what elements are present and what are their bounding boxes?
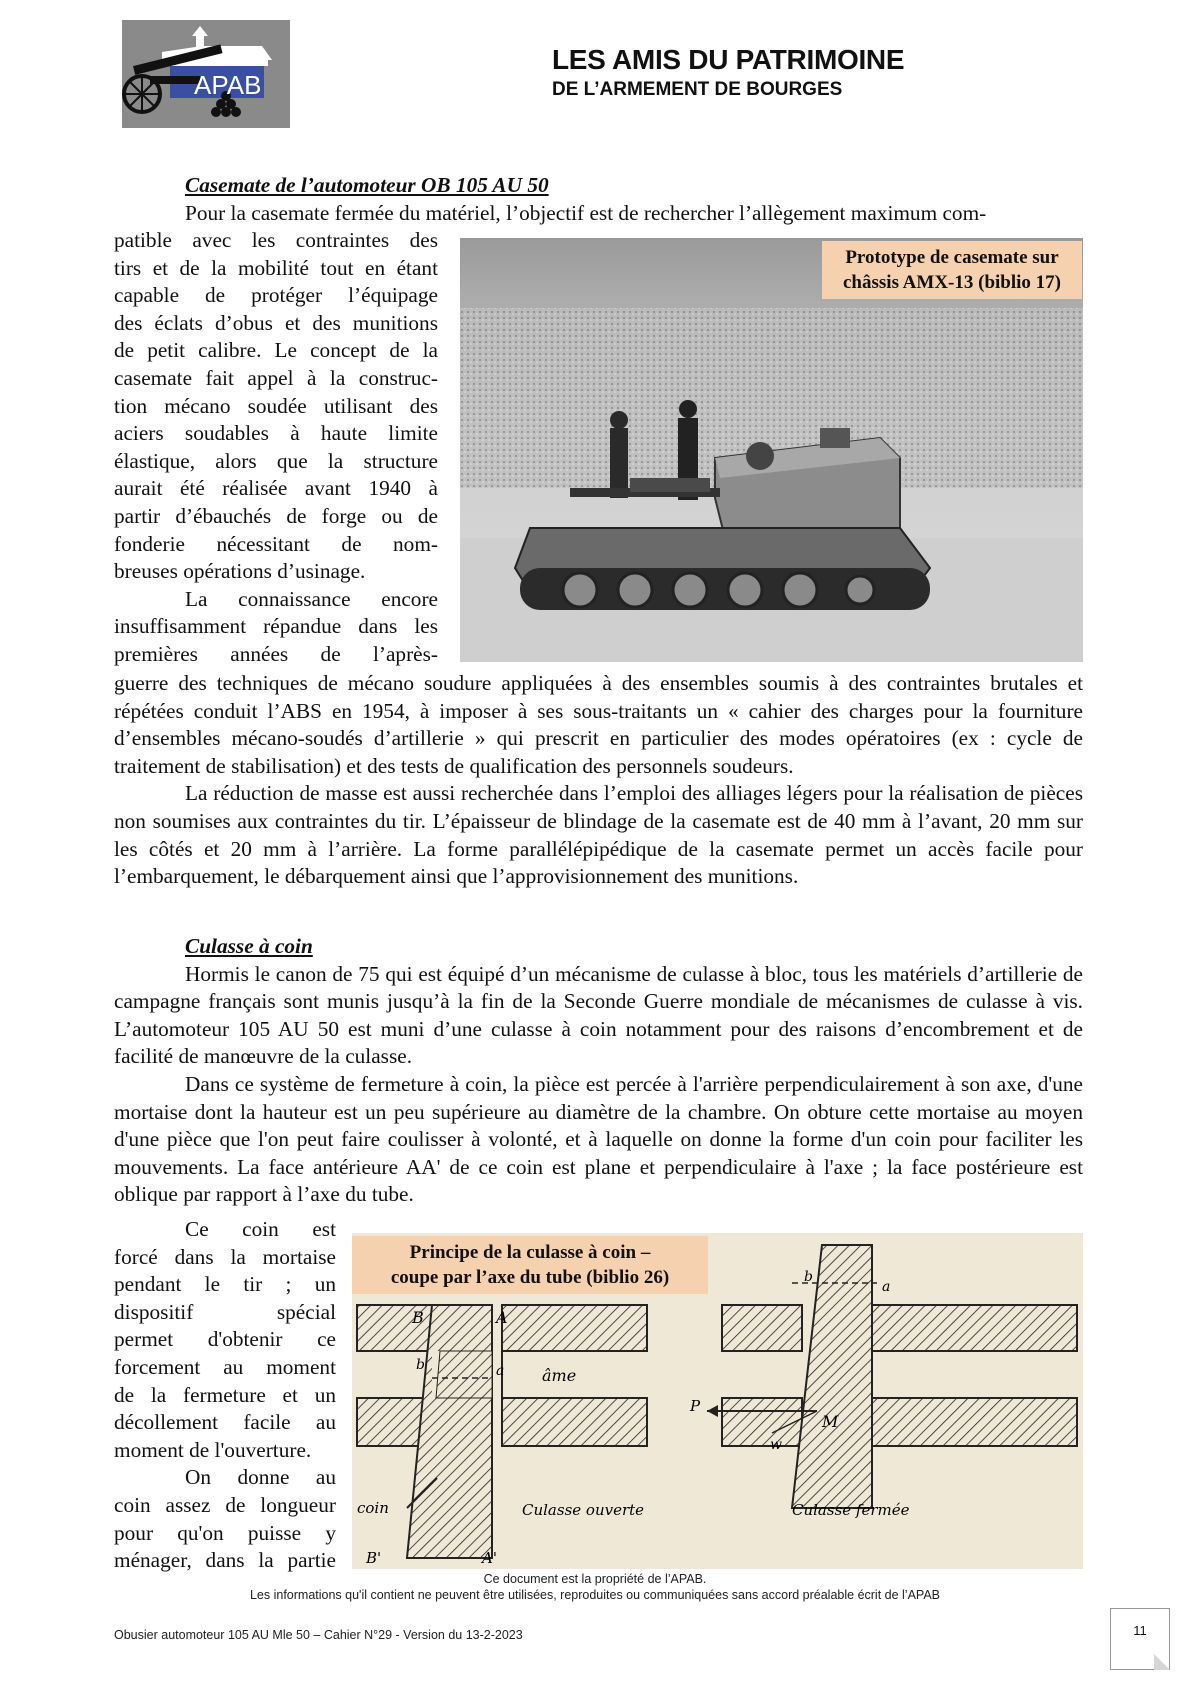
text-line: forcement au moment: [114, 1354, 336, 1379]
diagram-label: w: [770, 1437, 782, 1453]
diagram-label: a: [882, 1279, 891, 1295]
tank-photo: [460, 238, 1083, 662]
diagram-label: Culasse ouverte: [522, 1501, 645, 1519]
text-line: Ce coin est: [185, 1217, 336, 1241]
logo-text: APAB: [194, 70, 262, 100]
paragraph: Hormis le canon de 75 qui est équipé d’un mécanisme de culasse à bloc, tous les matériels d’artillerie de campagne français sont munis jusqu’à la fin de la Seconde Guerre mondiale de mécanismes de culasse à vis. L’automoteur 105 AU 50 est muni d’une culasse à coin notamment pour des raisons d’encombrement et de facilité de manœuvre de la culasse.: [114, 961, 1083, 1069]
text-line: aurait été réalisée avant 1940 à: [114, 476, 438, 501]
diagram-caption-line1: Principe de la culasse à coin –: [409, 1242, 651, 1263]
text-line: ménager, dans la partie: [114, 1548, 336, 1573]
page-number-box: [1110, 1608, 1170, 1670]
diagram-label: B': [366, 1549, 382, 1567]
text-line: de petit calibre. Le concept de la: [114, 338, 438, 363]
text-line: décollement facile au: [114, 1410, 336, 1435]
text-line: tion mécano soudée utilisant des: [114, 393, 438, 418]
text-line: fonderie nécessitant de nom-: [114, 531, 438, 556]
apab-logo: [122, 20, 290, 128]
text-line: casemate fait appel à la construc-: [114, 365, 438, 390]
document-reference: Obusier automoteur 105 AU Mle 50 – Cahier N°29 - Version du 13-2-2023: [114, 1628, 523, 1642]
text-line: capable de protéger l’équipage: [114, 283, 438, 308]
section1-heading: Casemate de l’automoteur OB 105 AU 50: [185, 173, 549, 197]
org-name-line2: DE L’ARMEMENT DE BOURGES: [552, 79, 843, 100]
text-line: dispositif spécial: [114, 1299, 336, 1324]
paragraph: Dans ce système de fermeture à coin, la pièce est percée à l'arrière perpendiculairement à son axe, d'une mortaise dont la hauteur est un peu supérieure au diamètre de la chambre. On obture cette mortaise au moyen d'une pièce que l'on peut faire coulisser à volonté, et à laquelle on donne la forme d'un coin pour faciliter les mouvements. La face antérieure AA' de ce coin est plane et perpendiculaire à l'axe ; la face postérieure est oblique par rapport à l’axe du tube.: [114, 1071, 1083, 1207]
paragraph: La réduction de masse est aussi recherchée dans l’emploi des alliages légers pour la réalisation de pièces non soumises aux contraintes du tir. L’épaisseur de blindage de la casemate est de 40 mm à l’avant, 20 mm sur les côtés et 20 mm à l’arrière. La forme parallélépipédique de la casemate permet un accès facile pour l’embarquement, le débarquement ainsi que l’approvisionnement des munitions.: [114, 781, 1083, 889]
text-line: pendant le tir ; un: [114, 1272, 336, 1297]
diagram-label: A': [482, 1549, 497, 1567]
organization-title: [552, 44, 1052, 102]
org-name-line1: LES AMIS DU PATRIMOINE: [552, 44, 905, 75]
section1-narrow-column: [114, 227, 438, 669]
text-line: forcé dans la mortaise: [114, 1244, 336, 1269]
text-line: tirs et de la mobilité tout en étant: [114, 255, 438, 280]
usage-notice: Les informations qu'il contient ne peuvent être utilisées, reproduites ou communiquées sans accord préalable écrit de l’APAB: [249, 1588, 941, 1602]
diagram-label: Culasse fermée: [792, 1501, 910, 1519]
section1-body: [114, 670, 1083, 891]
section2-top: [114, 933, 1083, 1209]
text-line: permet d'obtenir ce: [114, 1327, 336, 1352]
diagram-label: M: [822, 1412, 839, 1431]
photo-caption-line2: châssis AMX-13 (biblio 17): [843, 272, 1061, 293]
diagram-caption: [352, 1236, 708, 1294]
text-line: élastique, alors que la structure: [114, 448, 438, 473]
diagram-caption-line2: coupe par l’axe du tube (biblio 26): [390, 1267, 670, 1288]
text-line: moment de l'ouverture.: [114, 1437, 312, 1462]
diagram-label: P: [690, 1397, 701, 1415]
diagram-label: âme: [542, 1366, 577, 1385]
page-curl-icon: [1154, 1654, 1170, 1670]
text-line: insuffisamment répandue dans les: [114, 614, 438, 639]
paragraph: guerre des techniques de mécano soudure appliquées à des ensembles soumis à des contraintes brutales et répétées conduit l’ABS en 1954, à imposer à ses sous-traitants un « cahier des charges pour la fourniture d’ensembles mécano-soudés d’artillerie » qui prescrit en particulier des modes opératoires (ex : cycle de traitement de stabilisation) et des tests de qualification des personnels soudeurs.: [114, 671, 1083, 778]
diagram-label: B: [412, 1308, 424, 1327]
photo-caption-line1: Prototype de casemate sur: [845, 247, 1059, 268]
section2-heading: Culasse à coin: [185, 934, 313, 958]
text-line: On donne au: [185, 1465, 336, 1490]
text-line: des éclats d’obus et des munitions: [114, 310, 438, 335]
diagram-label: b: [416, 1357, 425, 1373]
ownership-notice: Ce document est la propriété de l’APAB.: [483, 1572, 707, 1586]
text-line: La connaissance encore: [185, 586, 438, 611]
text-line: premières années de l’après-: [114, 641, 438, 666]
diagram-label: A: [496, 1308, 508, 1327]
text-line: coin assez de longueur: [114, 1492, 336, 1517]
text-line: aciers soudables à haute limite: [114, 421, 438, 446]
text-line: breuses opérations d’usinage.: [114, 559, 366, 584]
diagram-label: a: [496, 1363, 505, 1379]
section1-first-line: Pour la casemate fermée du matériel, l’objectif est de rechercher l’allègement maximum com-: [185, 200, 987, 225]
section2-narrow-column: [114, 1216, 336, 1575]
text-line: partir d’ébauchés de forge ou de: [114, 503, 438, 528]
section1-top: [114, 172, 1083, 227]
tank-prototype-image: [460, 238, 1083, 662]
text-line: patible avec les contraintes des: [114, 228, 438, 252]
diagram-label: b: [804, 1269, 813, 1285]
photo-caption: [822, 241, 1082, 299]
diagram-label: coin: [357, 1499, 389, 1517]
page-number: 11: [1133, 1623, 1147, 1638]
text-line: pour qu'on puisse y: [114, 1520, 336, 1545]
text-line: de la fermeture et un: [114, 1382, 336, 1407]
